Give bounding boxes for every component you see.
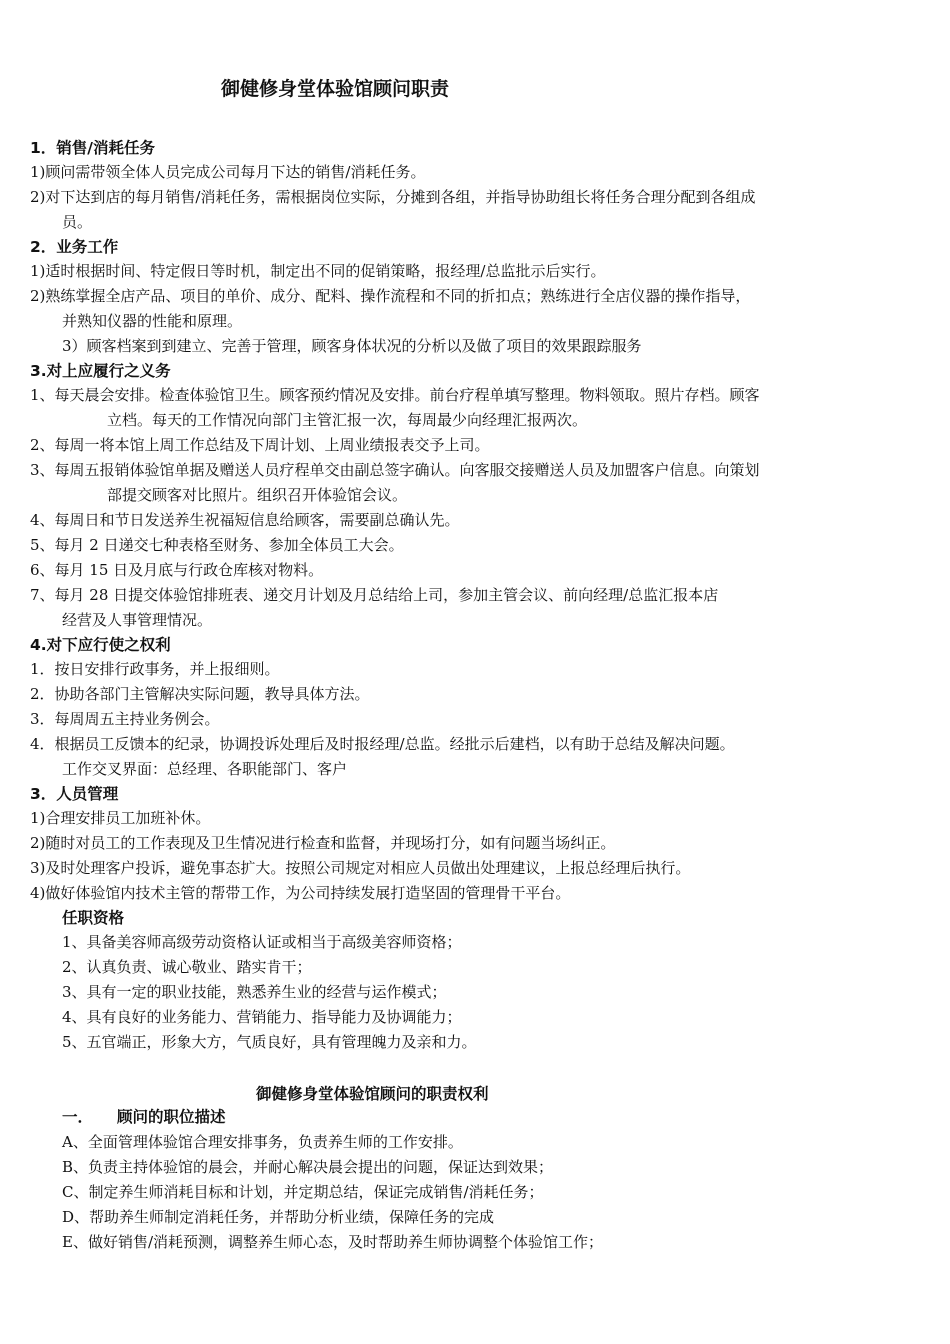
- duty-item-5: 5、每月 2 日递交七种表格至财务、参加全体员工大会。: [30, 536, 404, 554]
- rights-item-3: 3．每周周五主持业务例会。: [30, 710, 220, 728]
- business-item-3: 3）顾客档案到到建立、完善于管理，顾客身体状况的分析以及做了项目的效果跟踪服务: [62, 337, 642, 355]
- rights-item-1: 1．按日安排行政事务，并上报细则。: [30, 660, 280, 678]
- duty-item-4: 4、每周日和节日发送养生祝福短信息给顾客，需要副总确认先。: [30, 511, 460, 529]
- section-heading-qualifications: 任职资格: [62, 909, 125, 927]
- rights-item-4: 4．根据员工反馈本的纪录，协调投诉处理后及时报经理/总监。经批示后建档，以有助于总结及解决问题。: [30, 735, 735, 753]
- qualification-item-3: 3、具有一定的职业技能，熟悉养生业的经营与运作模式；: [62, 983, 447, 1001]
- duty-item-3-line-1: 3、每周五报销体验馆单据及赠送人员疗程单交由副总签字确认。向客服交接赠送人员及加盟客户信息。向策划: [30, 461, 760, 479]
- staff-item-1: 1)合理安排员工加班补休。: [30, 809, 211, 827]
- position-item-c: C、制定养生师消耗目标和计划，并定期总结，保证完成销售/消耗任务；: [62, 1183, 544, 1201]
- duty-item-6: 6、每月 15 日及月底与行政仓库核对物料。: [30, 561, 324, 579]
- rights-item-2: 2．协助各部门主管解决实际问题，教导具体方法。: [30, 685, 370, 703]
- position-heading-text: 顾问的职位描述: [117, 1108, 226, 1126]
- staff-item-2: 2)随时对员工的工作表现及卫生情况进行检查和监督，并现场打分，如有问题当场纠正。: [30, 834, 616, 852]
- part-2-title: 御健修身堂体验馆顾问的职责权利: [256, 1085, 489, 1103]
- staff-item-4: 4)做好体验馆内技术主管的帮带工作，为公司持续发展打造坚固的管理骨干平台。: [30, 884, 571, 902]
- qualification-item-1: 1、具备美容师高级劳动资格认证或相当于高级美容师资格；: [62, 933, 462, 951]
- section-heading-business: 2．业务工作: [30, 238, 119, 256]
- position-heading-number: 一．: [62, 1108, 94, 1126]
- section-heading-sales: 1．销售/消耗任务: [30, 139, 155, 157]
- qualification-item-5: 5、五官端正，形象大方，气质良好，具有管理魄力及亲和力。: [62, 1033, 477, 1051]
- sales-item-2-line-1: 2)对下达到店的每月销售/消耗任务，需根据岗位实际，分摊到各组，并指导协助组长将任务合理分配到各组成: [30, 188, 756, 206]
- document-title: 御健修身堂体验馆顾问职责: [221, 78, 450, 100]
- qualification-item-4: 4、具有良好的业务能力、营销能力、指导能力及协调能力；: [62, 1008, 462, 1026]
- work-interface-line: 工作交叉界面：总经理、各职能部门、客户: [62, 760, 348, 778]
- duty-item-2: 2、每周一将本馆上周工作总结及下周计划、上周业绩报表交予上司。: [30, 436, 490, 454]
- section-heading-staff: 3．人员管理: [30, 785, 119, 803]
- section-heading-rights-down: 4.对下应行使之权利: [30, 636, 171, 654]
- position-item-b: B、负责主持体验馆的晨会，并耐心解决晨会提出的问题，保证达到效果；: [62, 1158, 554, 1176]
- business-item-2-line-1: 2)熟练掌握全店产品、项目的单价、成分、配料、操作流程和不同的折扣点；熟练进行全店仪器的操作指导，: [30, 287, 751, 305]
- position-item-e: E、做好销售/消耗预测，调整养生师心态，及时帮助养生师协调整个体验馆工作；: [62, 1233, 604, 1251]
- staff-item-3: 3)及时处理客户投诉，避免事态扩大。按照公司规定对相应人员做出处理建议，上报总经理后执行。: [30, 859, 691, 877]
- qualification-item-2: 2、认真负责、诚心敬业、踏实肯干；: [62, 958, 312, 976]
- sales-item-2-line-2: 员。: [62, 213, 93, 231]
- duty-item-7-line-2: 经营及人事管理情况。: [62, 611, 213, 629]
- position-item-a: A、全面管理体验馆合理安排事务，负责养生师的工作安排。: [62, 1133, 463, 1151]
- position-item-d: D、帮助养生师制定消耗任务，并帮助分析业绩，保障任务的完成: [62, 1208, 495, 1226]
- duty-item-1-line-1: 1、每天晨会安排。检查体验馆卫生。顾客预约情况及安排。前台疗程单填写整理。物料领取。照片存档。顾客: [30, 386, 760, 404]
- duty-item-7-line-1: 7、每月 28 日提交体验馆排班表、递交月计划及月总结给上司，参加主管会议、前向经理/总监汇报本店: [30, 586, 719, 604]
- section-heading-duties-up: 3.对上应履行之义务: [30, 362, 171, 380]
- sales-item-1: 1)顾问需带领全体人员完成公司每月下达的销售/消耗任务。: [30, 163, 426, 181]
- duty-item-3-line-2: 部提交顾客对比照片。组织召开体验馆会议。: [107, 486, 408, 504]
- duty-item-1-line-2: 立档。每天的工作情况向部门主管汇报一次，每周最少向经理汇报两次。: [107, 411, 588, 429]
- business-item-1: 1)适时根据时间、特定假日等时机，制定出不同的促销策略，报经理/总监批示后实行。: [30, 262, 606, 280]
- business-item-2-line-2: 并熟知仪器的性能和原理。: [62, 312, 243, 330]
